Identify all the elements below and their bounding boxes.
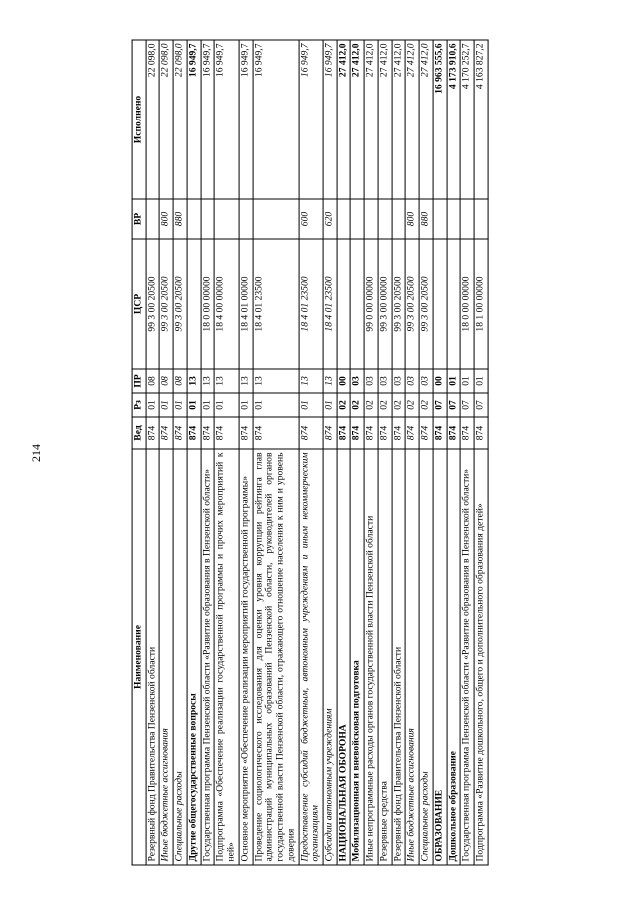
cell-sum: 27 412,0: [392, 40, 406, 199]
cell-ved: 874: [201, 417, 215, 449]
cell-rz: 01: [160, 393, 174, 417]
cell-ved: 874: [173, 417, 187, 449]
cell-name: Другие общегосударственные вопросы: [187, 449, 201, 865]
cell-rz: 02: [392, 393, 406, 417]
table-row: [433, 40, 447, 865]
cell-rz: 07: [460, 393, 474, 417]
cell-pr: 03: [392, 369, 406, 393]
table-row: [187, 40, 201, 865]
cell-pr: 08: [173, 369, 187, 393]
table-row: [201, 40, 215, 865]
cell-sum: 27 412,0: [337, 40, 351, 199]
cell-csr: 18 4 01 00000: [239, 239, 253, 369]
cell-vr: [337, 199, 351, 239]
cell-sum: 16 949,7: [187, 40, 201, 199]
cell-rz: 01: [214, 393, 238, 417]
table-row: [378, 40, 392, 865]
table-row: [253, 40, 299, 865]
header-rz: Рз: [132, 393, 146, 417]
cell-sum: 4 173 910,6: [447, 40, 461, 199]
cell-csr: 99 3 00 20500: [392, 239, 406, 369]
header-ved: Вед: [132, 417, 146, 449]
cell-ved: 874: [392, 417, 406, 449]
header-csr: ЦСР: [132, 239, 146, 369]
cell-csr: 99 3 00 20500: [160, 239, 174, 369]
cell-csr: [337, 239, 351, 369]
table-row: [239, 40, 253, 865]
cell-rz: 07: [433, 393, 447, 417]
cell-name: Подпрограмма «Обеспечение реализации государственной программы и прочих мероприятий к ней»: [214, 449, 238, 865]
cell-pr: 13: [214, 369, 238, 393]
cell-name: Государственная программа Пензенской области «Развитие образования в Пензенской области»: [460, 449, 474, 865]
cell-rz: 07: [474, 393, 488, 417]
cell-vr: [474, 199, 488, 239]
cell-pr: 13: [253, 369, 299, 393]
cell-name: Иные бюджетные ассигнования: [160, 449, 174, 865]
cell-name: НАЦИОНАЛЬНАЯ ОБОРОНА: [337, 449, 351, 865]
cell-name: Дошкольное образование: [447, 449, 461, 865]
cell-csr: [187, 239, 201, 369]
cell-sum: 22 098,0: [173, 40, 187, 199]
cell-pr: 08: [160, 369, 174, 393]
cell-ved: 874: [364, 417, 378, 449]
cell-pr: 00: [433, 369, 447, 393]
cell-ved: 874: [323, 417, 337, 449]
cell-vr: [460, 199, 474, 239]
cell-ved: 874: [253, 417, 299, 449]
cell-name: Мобилизационная и вневойсковая подготовка: [351, 449, 365, 865]
cell-csr: [447, 239, 461, 369]
cell-name: ОБРАЗОВАНИЕ: [433, 449, 447, 865]
table-row: [474, 40, 488, 865]
cell-csr: 99 3 00 20500: [146, 239, 160, 369]
header-name: Наименование: [132, 449, 146, 865]
cell-vr: [433, 199, 447, 239]
cell-csr: 99 3 00 00000: [378, 239, 392, 369]
cell-rz: 02: [351, 393, 365, 417]
table-row: [419, 40, 433, 865]
cell-sum: 27 412,0: [406, 40, 420, 199]
cell-rz: 01: [299, 393, 323, 417]
cell-ved: 874: [406, 417, 420, 449]
cell-sum: 27 412,0: [351, 40, 365, 199]
cell-ved: 874: [146, 417, 160, 449]
cell-vr: [187, 199, 201, 239]
cell-pr: 03: [378, 369, 392, 393]
cell-vr: [364, 199, 378, 239]
cell-rz: 07: [447, 393, 461, 417]
cell-name: Специальные расходы: [419, 449, 433, 865]
cell-ved: 874: [447, 417, 461, 449]
cell-name: Специальные расходы: [173, 449, 187, 865]
cell-ved: 874: [351, 417, 365, 449]
cell-vr: [378, 199, 392, 239]
table-row: [364, 40, 378, 865]
table-row: [406, 40, 420, 865]
cell-sum: 4 170 252,7: [460, 40, 474, 199]
cell-name: Подпрограмма «Развитие дошкольного, общего и дополнительного образования детей»: [474, 449, 488, 865]
cell-ved: 874: [433, 417, 447, 449]
rotated-table-container: [132, 41, 489, 866]
header-pr: ПР: [132, 369, 146, 393]
table-row: [351, 40, 365, 865]
cell-csr: 99 0 00 00000: [364, 239, 378, 369]
cell-pr: 13: [201, 369, 215, 393]
cell-ved: 874: [337, 417, 351, 449]
cell-pr: 00: [337, 369, 351, 393]
cell-name: Резервный фонд Правительства Пензенской области: [146, 449, 160, 865]
table-row: [323, 40, 337, 865]
cell-name: Резервные средства: [378, 449, 392, 865]
cell-name: Резервный фонд Правительства Пензенской области: [392, 449, 406, 865]
cell-vr: 880: [419, 199, 433, 239]
cell-rz: 01: [173, 393, 187, 417]
cell-sum: 4 163 827,2: [474, 40, 488, 199]
cell-sum: 16 963 555,6: [433, 40, 447, 199]
cell-name: Государственная программа Пензенской области «Развитие образования в Пензенской области»: [201, 449, 215, 865]
cell-csr: 18 4 00 00000: [214, 239, 238, 369]
cell-name: Субсидии автономным учреждениям: [323, 449, 337, 865]
cell-rz: 02: [378, 393, 392, 417]
cell-rz: 01: [146, 393, 160, 417]
cell-pr: 13: [299, 369, 323, 393]
cell-vr: [392, 199, 406, 239]
cell-name: Иные бюджетные ассигнования: [406, 449, 420, 865]
cell-rz: 01: [187, 393, 201, 417]
table-row: [173, 40, 187, 865]
cell-name: Проведение социологического исследования для оценки уровня коррупции рейтинга глав администраций муниципальных образований Пензенской области, руководителей органов государственной власти Пензенской области, отражающего отношение населения к ним и уровень доверия: [253, 449, 299, 865]
cell-csr: [433, 239, 447, 369]
cell-csr: 99 3 00 20500: [406, 239, 420, 369]
table-row: [146, 40, 160, 865]
cell-ved: 874: [419, 417, 433, 449]
table-row: [337, 40, 351, 865]
cell-sum: 16 949,7: [214, 40, 238, 199]
cell-sum: 16 949,7: [201, 40, 215, 199]
cell-vr: 620: [323, 199, 337, 239]
cell-ved: 874: [299, 417, 323, 449]
cell-ved: 874: [378, 417, 392, 449]
cell-sum: 16 949,7: [253, 40, 299, 199]
cell-csr: 18 4 01 23500: [299, 239, 323, 369]
cell-sum: 22 098,0: [160, 40, 174, 199]
cell-vr: 800: [406, 199, 420, 239]
cell-pr: 13: [187, 369, 201, 393]
cell-rz: 02: [406, 393, 420, 417]
cell-pr: 03: [364, 369, 378, 393]
cell-pr: 03: [419, 369, 433, 393]
cell-vr: [447, 199, 461, 239]
cell-ved: 874: [474, 417, 488, 449]
table-row: [460, 40, 474, 865]
cell-name: Иные непрограммные расходы органов государственной власти Пензенской области: [364, 449, 378, 865]
cell-csr: 18 4 01 23500: [323, 239, 337, 369]
cell-ved: 874: [239, 417, 253, 449]
cell-ved: 874: [187, 417, 201, 449]
header-vr: ВР: [132, 199, 146, 239]
cell-vr: 880: [173, 199, 187, 239]
cell-rz: 02: [337, 393, 351, 417]
cell-sum: 16 949,7: [239, 40, 253, 199]
cell-csr: 18 1 00 00000: [474, 239, 488, 369]
cell-sum: 27 412,0: [364, 40, 378, 199]
cell-csr: 18 0 00 00000: [201, 239, 215, 369]
cell-vr: [239, 199, 253, 239]
cell-vr: [253, 199, 299, 239]
cell-vr: 600: [299, 199, 323, 239]
cell-csr: 99 3 00 20500: [419, 239, 433, 369]
cell-csr: 18 0 00 00000: [460, 239, 474, 369]
cell-ved: 874: [460, 417, 474, 449]
cell-rz: 02: [364, 393, 378, 417]
table-header-row: [132, 40, 146, 865]
cell-name: Основное мероприятие «Обеспечение реализации мероприятий государственной программы»: [239, 449, 253, 865]
cell-vr: [351, 199, 365, 239]
cell-sum: 22 098,0: [146, 40, 160, 199]
cell-pr: 13: [323, 369, 337, 393]
cell-sum: 16 949,7: [323, 40, 337, 199]
cell-pr: 03: [406, 369, 420, 393]
cell-pr: 03: [351, 369, 365, 393]
table-row: [392, 40, 406, 865]
cell-pr: 08: [146, 369, 160, 393]
table-row: [299, 40, 323, 865]
cell-rz: 01: [239, 393, 253, 417]
cell-rz: 02: [419, 393, 433, 417]
cell-csr: [351, 239, 365, 369]
cell-vr: [214, 199, 238, 239]
cell-vr: 800: [160, 199, 174, 239]
cell-rz: 01: [253, 393, 299, 417]
table-row: [160, 40, 174, 865]
table-row: [447, 40, 461, 865]
cell-sum: 27 412,0: [378, 40, 392, 199]
cell-vr: [201, 199, 215, 239]
page-number: 214: [29, 444, 43, 462]
cell-sum: 16 949,7: [299, 40, 323, 199]
cell-csr: 99 3 00 20500: [173, 239, 187, 369]
cell-vr: [146, 199, 160, 239]
cell-rz: 01: [201, 393, 215, 417]
budget-table: [132, 40, 489, 866]
cell-sum: 27 412,0: [419, 40, 433, 199]
cell-name: Предоставление субсидий бюджетным, автономным учреждениям и иным некоммерческим организациям: [299, 449, 323, 865]
cell-csr: 18 4 01 23500: [253, 239, 299, 369]
table-body: [146, 40, 488, 865]
cell-pr: 01: [474, 369, 488, 393]
table-row: [214, 40, 238, 865]
cell-pr: 01: [460, 369, 474, 393]
header-sum: Исполнено: [132, 40, 146, 199]
cell-rz: 01: [323, 393, 337, 417]
cell-pr: 01: [447, 369, 461, 393]
cell-ved: 874: [160, 417, 174, 449]
cell-pr: 13: [239, 369, 253, 393]
cell-ved: 874: [214, 417, 238, 449]
